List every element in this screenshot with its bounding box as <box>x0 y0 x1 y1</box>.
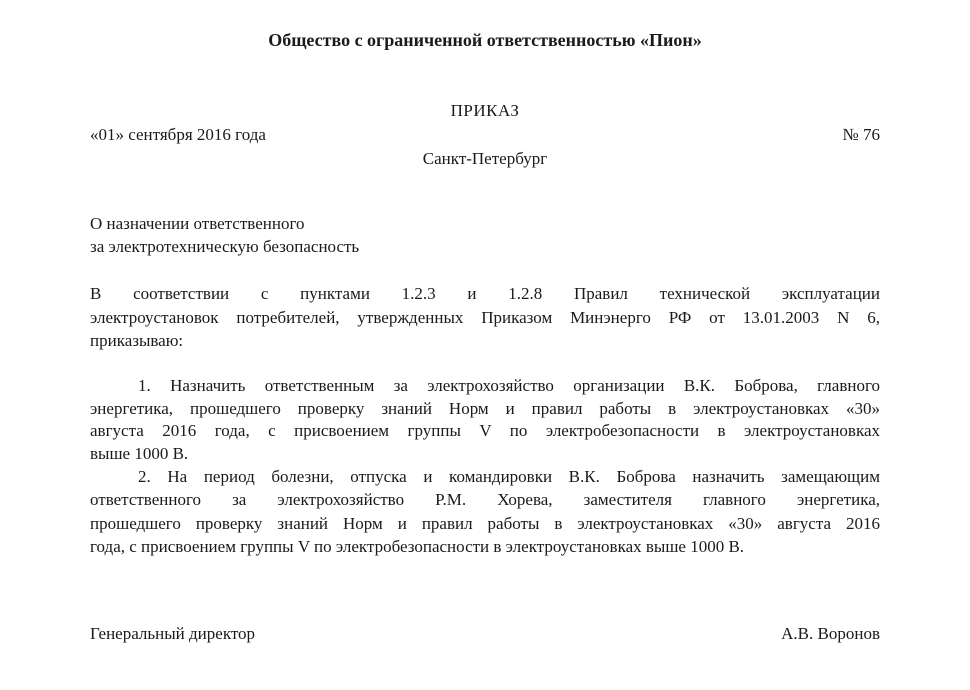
document-date: «01» сентября 2016 года <box>90 125 266 144</box>
document-city: Санкт-Петербург <box>422 149 548 168</box>
document-number: № 76 <box>842 125 880 144</box>
item-2-line: прошедшего проверку знаний Норм и правил работы в электроустановках «30» августа 2016 <box>90 514 880 533</box>
organization-name: Общество с ограниченной ответственностью «Пион» <box>268 30 702 50</box>
preamble-line: электроустановок потребителей, утвержденных Приказом Минэнерго РФ от 13.01.2003 N 6, <box>90 308 880 327</box>
item-2-line: 2. На период болезни, отпуска и командировки В.К. Боброва назначить замещающим <box>138 467 880 486</box>
signatory-role: Генеральный директор <box>90 624 256 643</box>
preamble-line: приказываю: <box>90 331 184 350</box>
subject-line: за электротехническую безопасность <box>90 237 360 256</box>
item-1-line: августа 2016 года, с присвоением группы V по электробезопасности в электроустановках <box>90 421 880 440</box>
preamble-line: В соответствии с пунктами 1.2.3 и 1.2.8 Правил технической эксплуатации <box>90 284 880 303</box>
item-2-line: года, с присвоением группы V по электробезопасности в электроустановках выше 1000 В. <box>90 537 745 556</box>
item-1-line: 1. Назначить ответственным за электрохозяйство организации В.К. Боброва, главного <box>138 376 880 395</box>
item-2-line: ответственного за электрохозяйство Р.М. Хорева, заместителя главного энергетика, <box>90 490 880 509</box>
document-type: ПРИКАЗ <box>450 101 520 120</box>
signatory-name: А.В. Воронов <box>781 624 880 643</box>
item-1-line: выше 1000 В. <box>90 444 189 463</box>
subject-line: О назначении ответственного <box>90 214 305 233</box>
item-1-line: энергетика, прошедшего проверку знаний Норм и правил работы в электроустановках «30» <box>90 399 880 418</box>
